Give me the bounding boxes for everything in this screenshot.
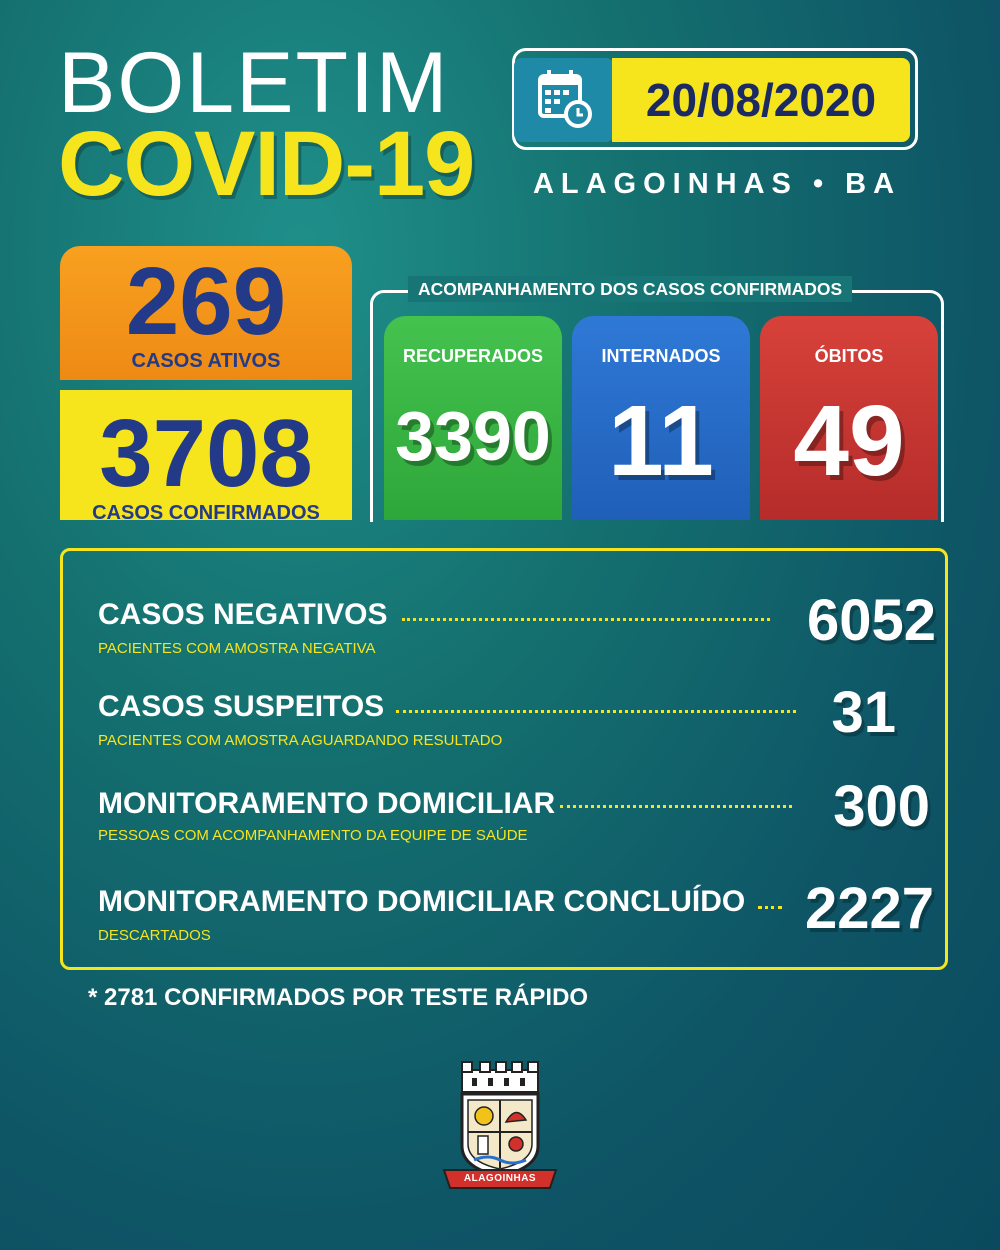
recovered-value: 3390 [395,397,551,475]
negative-leader-dots [402,618,770,621]
hospitalized-card [572,316,750,520]
suspect-cases-title: CASOS SUSPEITOS [98,690,385,723]
home-monitoring-title: MONITORAMENTO DOMICILIAR [98,787,556,820]
calendar-tile [514,58,614,142]
home-monitoring-leader-dots [560,805,792,808]
suspect-cases-value: 31 [831,680,896,745]
city-crest-icon [438,1060,562,1192]
title-boletim: BOLETIM [58,35,450,131]
hospitalized-label: INTERNADOS [601,346,721,366]
hospitalized-value: 11 [608,385,714,497]
negative-cases-value: 6052 [806,588,936,653]
home-monitoring-done-leader-dots [758,906,782,909]
title-covid: COVID-19 [58,113,475,215]
active-cases-value: 269 [125,248,287,355]
active-cases-label: CASOS ATIVOS [131,350,281,372]
deaths-card [760,316,938,520]
home-monitoring-done-value: 2227 [804,876,934,941]
confirmed-cases-label: CASOS CONFIRMADOS [92,502,320,524]
report-date: 20/08/2020 [612,58,910,142]
deaths-value: 49 [793,385,905,497]
home-monitoring-value: 300 [833,774,930,839]
recovered-card [384,316,562,520]
negative-cases-subtitle: PACIENTES COM AMOSTRA NEGATIVA [98,640,376,657]
calendar-clock-icon [514,58,614,142]
active-cases-card [60,246,352,380]
recovered-label: RECUPERADOS [402,346,544,366]
suspect-leader-dots [396,710,796,713]
home-monitoring-done-subtitle: DESCARTADOS [98,927,211,944]
suspect-cases-subtitle: PACIENTES COM AMOSTRA AGUARDANDO RESULTADO [98,732,503,749]
location-label: ALAGOINHAS • BA [532,168,902,200]
crest-banner-text: ALAGOINHAS [463,1173,537,1184]
deaths-label: ÓBITOS [814,346,884,366]
rapid-test-footnote: * 2781 CONFIRMADOS POR TESTE RÁPIDO [88,984,589,1011]
home-monitoring-done-title: MONITORAMENTO DOMICILIAR CONCLUÍDO [98,885,746,918]
home-monitoring-subtitle: PESSOAS COM ACOMPANHAMENTO DA EQUIPE DE SAÚDE [98,827,528,844]
confirmed-cases-value: 3708 [99,400,313,507]
negative-cases-title: CASOS NEGATIVOS [98,598,388,631]
confirmed-cases-card [60,390,352,524]
tracking-heading: ACOMPANHAMENTO DOS CASOS CONFIRMADOS [408,276,852,302]
